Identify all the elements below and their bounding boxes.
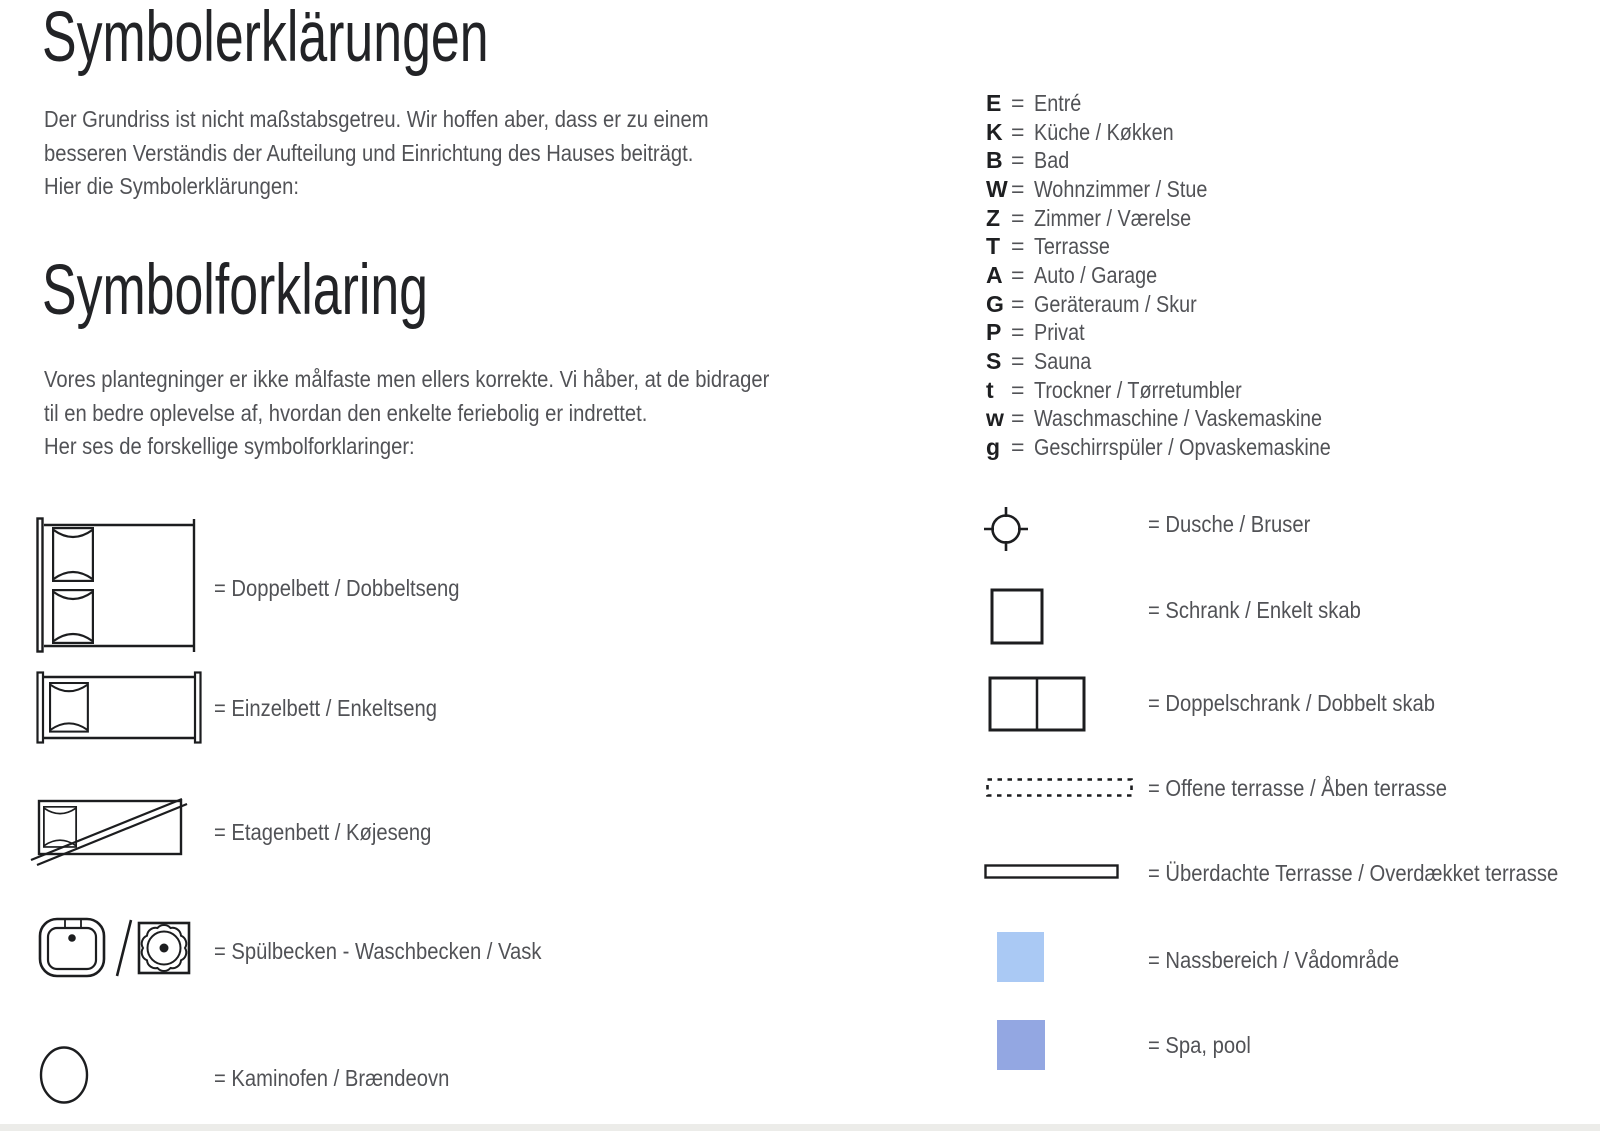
wet-area-swatch <box>997 932 1044 982</box>
letter-row-garage: A = Auto / Garage <box>986 261 1158 288</box>
intro-de-line: besseren Verständis der Aufteilung und Einrichtung des Hauses beiträgt. <box>44 139 694 166</box>
letter-legend <box>986 89 1379 462</box>
label-covered-terrace: = Überdachte Terrasse / Overdækket terrasse <box>1148 860 1559 886</box>
letter-row-private: P = Privat <box>986 319 1085 346</box>
intro-de-line: Der Grundriss ist nicht maßstabsgetreu. Wir hoffen aber, dass er zu einem <box>44 106 709 132</box>
intro-de-line: Hier die Symbolerklärungen: <box>44 173 300 199</box>
sink-washbasin-icon <box>38 915 194 981</box>
open-terrace-icon <box>985 777 1137 800</box>
single-cabinet-icon <box>990 588 1046 647</box>
letter-row-entree: E = Entré <box>986 89 1082 116</box>
bunk-bed-icon <box>30 792 190 868</box>
intro-dk-line: Her ses de forskellige symbolforklaringer: <box>44 433 415 459</box>
letter-row-dryer: t = Trockner / Tørretumbler <box>986 376 1242 403</box>
label-single-cabinet: = Schrank / Enkelt skab <box>1148 597 1361 623</box>
letter-row-dishwasher: g = Geschirrspüler / Opvaskemaskine <box>986 434 1331 461</box>
label-wet-area: = Nassbereich / Vådområde <box>1148 947 1400 973</box>
label-double-cabinet: = Doppelschrank / Dobbelt skab <box>1148 690 1436 716</box>
letter-row-toolroom: G = Geräteraum / Skur <box>986 290 1197 317</box>
intro-dk-line: Vores plantegninger er ikke målfaste men ellers korrekte. Vi håber, at de bidrager <box>44 366 770 392</box>
label-spa-pool: = Spa, pool <box>1148 1032 1251 1058</box>
single-bed-icon <box>36 671 204 745</box>
wood-stove-icon <box>38 1045 92 1107</box>
letter-row-sauna: S = Sauna <box>986 348 1092 375</box>
label-wood-stove: = Kaminofen / Brændeovn <box>214 1065 450 1091</box>
label-double-bed: = Doppelbett / Dobbeltseng <box>214 575 460 601</box>
letter-row-bath: B = Bad <box>986 147 1070 174</box>
letter-row-terrace: T = Terrasse <box>986 233 1110 260</box>
label-single-bed: = Einzelbett / Enkeltseng <box>214 695 438 721</box>
spa-pool-swatch <box>997 1020 1045 1070</box>
intro-paragraph-german <box>44 103 817 204</box>
letter-row-kitchen: K = Küche / Køkken <box>986 118 1174 145</box>
intro-paragraph-danish <box>44 363 887 464</box>
label-open-terrace: = Offene terrasse / Åben terrasse <box>1148 775 1448 801</box>
covered-terrace-icon <box>984 864 1122 881</box>
letter-row-livingroom: W = Wohnzimmer / Stue <box>986 175 1208 202</box>
label-shower: = Dusche / Bruser <box>1148 511 1311 537</box>
label-sink: = Spülbecken - Waschbecken / Vask <box>214 938 542 964</box>
page-title-german: Symbolerklärungen <box>42 0 489 77</box>
page-title-danish: Symbolforklaring <box>42 251 428 330</box>
intro-dk-line: til en bedre oplevelse af, hvordan den enkelte feriebolig er indrettet. <box>44 399 648 426</box>
letter-row-washer: w = Waschmaschine / Vaskemaskine <box>986 405 1323 432</box>
double-cabinet-icon <box>988 676 1088 734</box>
label-bunk-bed: = Etagenbett / Køjeseng <box>214 819 432 845</box>
double-bed-icon <box>36 517 200 654</box>
shower-icon <box>982 505 1030 553</box>
letter-row-room: Z = Zimmer / Værelse <box>986 204 1192 231</box>
page-bottom-edge <box>0 1124 1600 1131</box>
